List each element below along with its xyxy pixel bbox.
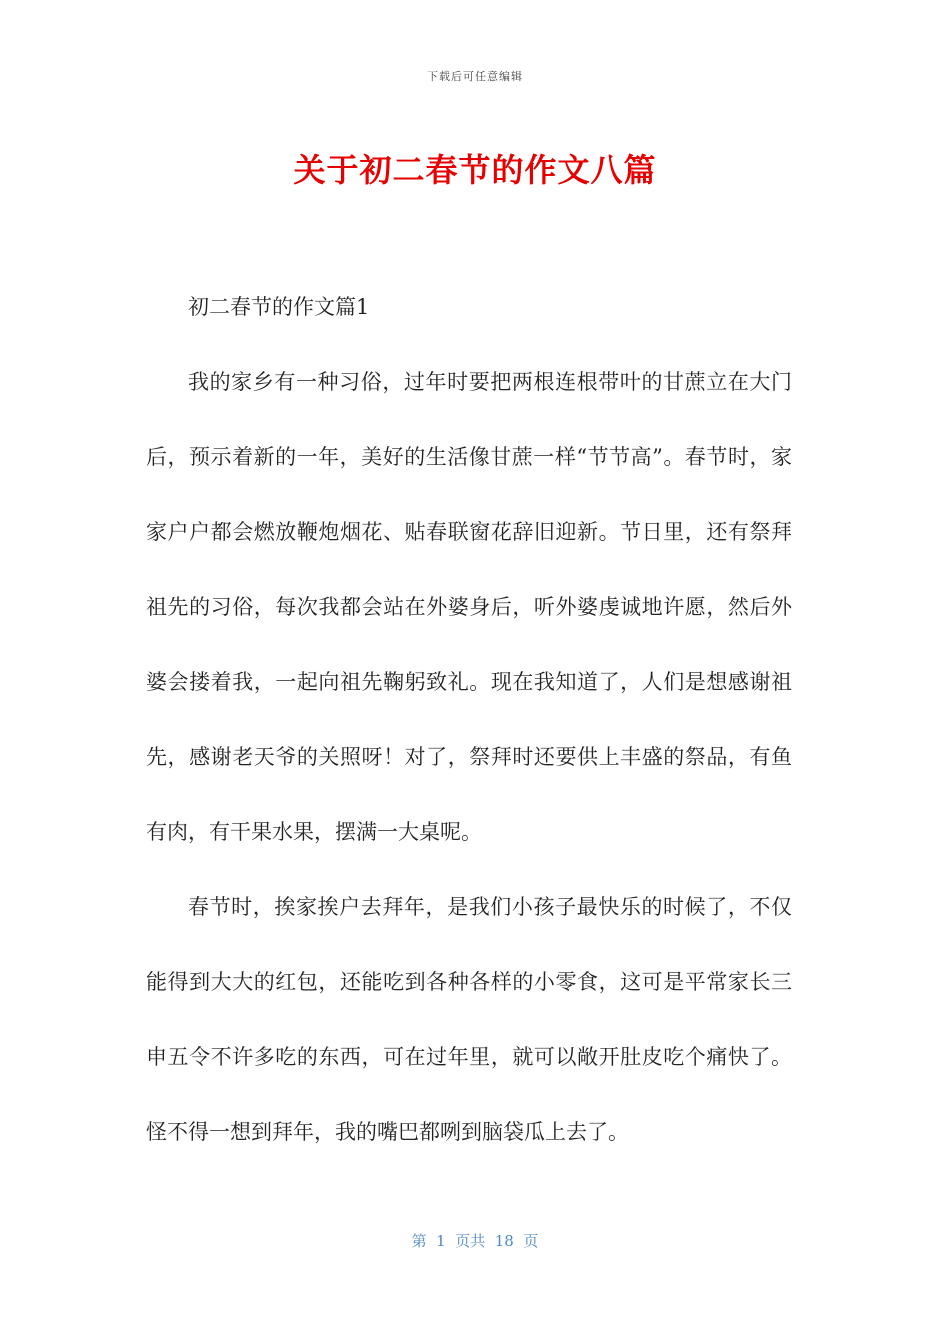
- section-heading: 初二春节的作文篇1: [188, 295, 370, 319]
- paragraph-2: 春节时，挨家挨户去拜年，是我们小孩子最快乐的时候了，不仅能得到大大的红包，还能吃到各种各样的小零食，这可是平常家长三申五令不许多吃的东西，可在过年里，就可以敞开肚皮吃个痛快了。怪不得一想到拜年，我的嘴巴都咧到脑袋瓜上去了。: [146, 895, 792, 1144]
- page-number-footer: 第 1 页共 18 页: [411, 1232, 539, 1250]
- header-note: 下载后可任意编辑: [427, 70, 523, 83]
- document-body: [146, 270, 792, 1170]
- document-title: 关于初二春节的作文八篇: [293, 151, 657, 189]
- paragraph-1: 我的家乡有一种习俗，过年时要把两根连根带叶的甘蔗立在大门后，预示着新的一年，美好的生活像甘蔗一样“节节高”。春节时，家家户户都会燃放鞭炮烟花、贴春联窗花辞旧迎新。节日里，还有祭拜祖先的习俗，每次我都会站在外婆身后，听外婆虔诚地许愿，然后外婆会搂着我，一起向祖先鞠躬致礼。现在我知道了，人们是想感谢祖先，感谢老天爷的关照呀！对了，祭拜时还要供上丰盛的祭品，有鱼有肉，有干果水果，摆满一大桌呢。: [146, 370, 792, 844]
